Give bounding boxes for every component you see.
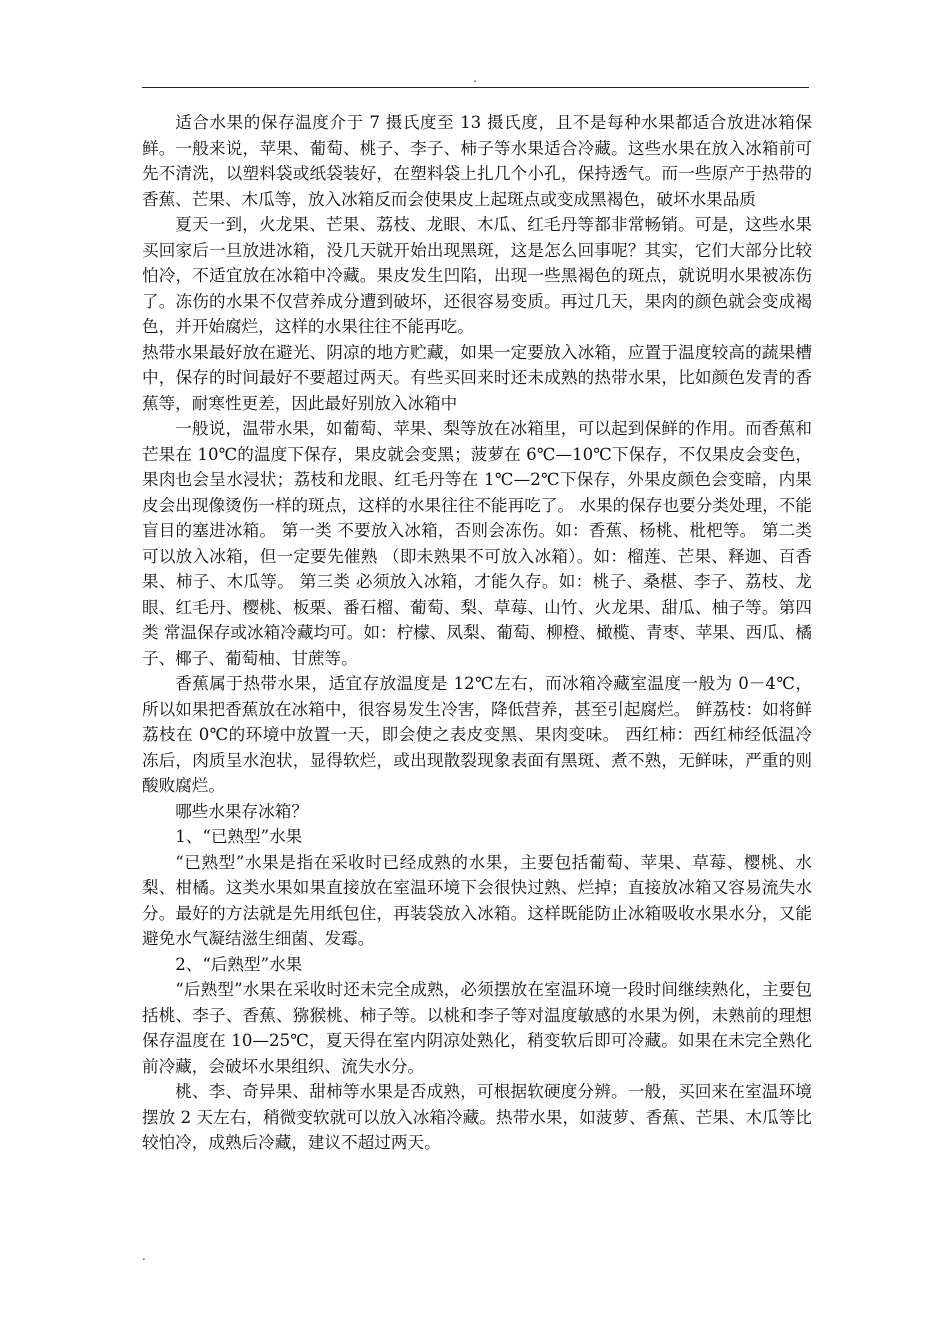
- section-heading-which-fruits: 哪些水果存冰箱？: [175, 801, 308, 821]
- subheading-ripe-type: 1、“已熟型”水果: [175, 827, 303, 846]
- paragraph-banana-lychee-tomato: 香蕉属于热带水果，适宜存放温度是 12℃左右，而冰箱冷藏室温度一般为 0－4℃，所以如果把香蕉放在冰箱中，很容易发生冷害，降低营养，甚至引起腐烂。 鲜荔枝：如将鲜荔枝在 0℃的环境中放置一天，即会使之表皮变黑、果肉变味。 西红柿：西红柿经低温冷冻后，肉质呈水泡状，显得软烂，或出现散裂现象表面有黑斑、煮不熟，无鲜味，严重的则酸败腐烂。: [142, 674, 812, 795]
- paragraph-ripeness-check: 桃、李、奇异果、甜柿等水果是否成熟，可根据软硬度分辨。一般，买回来在室温环境摆放 2 天左右，稍微变软就可以放入冰箱冷藏。热带水果，如菠萝、香蕉、芒果、木瓜等比较怕冷，成熟后冷藏，建议不超过两天。: [142, 1082, 812, 1152]
- paragraph-ripe-type: “已熟型”水果是指在采收时已经成熟的水果，主要包括葡萄、苹果、草莓、樱桃、水梨、柑橘。这类水果如果直接放在室温环境下会很快过熟、烂掉；直接放冰箱又容易流失水分。最好的方法就是先用纸包住，再装袋放入冰箱。这样既能防止冰箱吸收水果水分，又能避免水气凝结滋生细菌、发霉。: [142, 852, 812, 948]
- paragraph-fruit-categories: 一般说，温带水果，如葡萄、苹果、梨等放在冰箱里，可以起到保鲜的作用。而香蕉和芒果在 10℃的温度下保存，果皮就会变黑；菠萝在 6℃—10℃下保存，不仅果皮会变色，果肉也会呈水浸状；荔枝和龙眼、红毛丹等在 1℃—2℃下保存，外果皮颜色会变暗，内果皮会出现像烫伤一样的斑点，这样的水果往往不能再吃了。 水果的保存也要分类处理，不能盲目的塞进冰箱。 第一类 不要放入冰箱，否则会冻伤。如：香蕉、杨桃、枇杷等。 第二类 可以放入冰箱，但一定要先催熟 （即未熟果不可放入冰箱）。如：榴莲、芒果、释迦、百香果、柿子、木瓜等。 第三类 必须放入冰箱，才能久存。如：桃子、桑椹、李子、荔枝、龙眼、红毛丹、樱桃、板栗、番石榴、葡萄、梨、草莓、山竹、火龙果、甜瓜、柚子等。第四类 常温保存或冰箱冷藏均可。如：柠檬、凤梨、葡萄、柳橙、橄榄、青枣、苹果、西瓜、橘子、椰子、葡萄柚、甘蔗等。: [142, 419, 812, 668]
- header-rule: [142, 87, 809, 88]
- paragraph-post-ripening-type: “后熟型”水果在采收时还未完全成熟，必须摆放在室温环境一段时间继续熟化，主要包括桃、李子、香蕉、猕猴桃、柿子等。以桃和李子等对温度敏感的水果为例，未熟前的理想保存温度在 10—25℃，夏天得在室内阴凉处熟化，稍变软后即可冷藏。如果在未完全熟化前冷藏，会破坏水果组织、流失水分。: [142, 980, 812, 1076]
- paragraph-summer-fruits: 夏天一到，火龙果、芒果、荔枝、龙眼、木瓜、红毛丹等都非常畅销。可是，这些水果买回家后一旦放进冰箱，没几天就开始出现黑斑，这是怎么回事呢？其实，它们大部分比较怕冷，不适宜放在冰箱中冷藏。果皮发生凹陷，出现一些黑褐色的斑点，就说明水果被冻伤了。冻伤的水果不仅营养成分遭到破坏，还很容易变质。再过几天，果肉的颜色就会变成褐色，并开始腐烂，这样的水果往往不能再吃。: [142, 215, 812, 336]
- footer-mark: .: [142, 1249, 146, 1263]
- header-mark: .: [473, 71, 477, 85]
- document-body: [142, 110, 812, 1156]
- paragraph-storage-temperature: 适合水果的保存温度介于 7 摄氏度至 13 摄氏度，且不是每种水果都适合放进冰箱保鲜。一般来说，苹果、葡萄、桃子、李子、柿子等水果适合冷藏。这些水果在放入冰箱前可先不清洗，以塑料袋或纸袋装好，在塑料袋上扎几个小孔，保持透气。而一些原产于热带的香蕉、芒果、木瓜等，放入冰箱反而会使果皮上起斑点或变成黑褐色，破坏水果品质: [142, 113, 812, 209]
- subheading-post-ripening-type: 2、“后熟型”水果: [175, 954, 303, 974]
- paragraph-tropical-storage: 热带水果最好放在避光、阴凉的地方贮藏，如果一定要放入冰箱，应置于温度较高的蔬果槽中，保存的时间最好不要超过两天。有些买回来时还未成熟的热带水果，比如颜色发青的香蕉等，耐寒性更差，因此最好别放入冰箱中: [142, 342, 812, 413]
